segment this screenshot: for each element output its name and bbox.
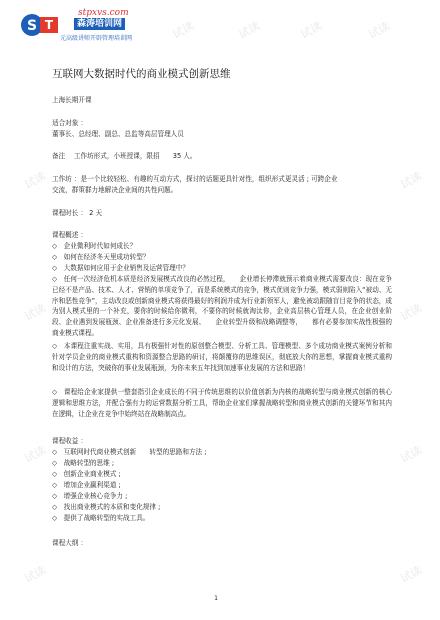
page-number: 1 [214, 594, 219, 602]
benefit-item: ◇ 互联网时代商业模式创新 转型的思路和方法 ; [52, 448, 207, 456]
watermark: 试读 [22, 443, 48, 466]
benefit-item: ◇ 增加企业赢利渠道 ; [52, 481, 121, 489]
overview-paragraph: ◇ 课程给企业家提供一整套指引企业成长的不同于传统思维的以价值创新为内核的战略转型与商业模式创新的核心逻辑和思维方法，并配合强有力的运营数据分析工具，帮助企业家们掌握战略转型和商业模式创新的关键环节和其内在逻辑，让企业在竞争中始终站在战略制高点。 [52, 388, 392, 418]
watermark: 试读 [22, 563, 48, 586]
watermark: 试读 [398, 169, 424, 192]
course-location: 上海长期开课 [52, 96, 92, 104]
notes-text: 备注 工作坊形式，小班授课，限招 35 人。 [52, 152, 197, 160]
document-title: 互联网大数据时代的商业模式创新思维 [52, 68, 231, 80]
watermark: 试读 [366, 19, 392, 42]
benefit-item: ◇ 创新企业商业模式 ; [52, 470, 121, 478]
watermark: 试读 [398, 301, 424, 324]
benefit-item: ◇ 战略转型的思维 ; [52, 459, 115, 467]
outline-label: 课程大纲 ： [52, 539, 88, 547]
overview-paragraph: ◇ 本课程注重实战、实用，具有极强针对性的原创整合模型、分析工具、管理模型、多个成功商业模式案例分析和针对学员企业的商业模式重构和资源整合思路的研讨，将颠覆你的思维误区，彻底放大你的思想，掌握商业模式重构和设计的方法，突破你的事业发展瓶颈，为你未来五年找到加速事业发展的方法和思路！ [52, 342, 392, 372]
watermark: 试读 [398, 563, 424, 586]
course-duration: 课程时长 ： 2 天 [52, 209, 103, 217]
watermark: 试读 [170, 19, 196, 42]
watermark: 试读 [22, 301, 48, 324]
site-logo[interactable] [20, 6, 160, 40]
logo-subtitle: 元高级讲师开辟管理培训网 [60, 35, 133, 42]
watermark: 试读 [236, 19, 262, 42]
benefits-label: 课程收益 ： [52, 437, 88, 445]
benefit-item: ◇ 增强企业核心竞争力 ; [52, 492, 128, 500]
benefit-item: ◇ 找出商业模式的本质和变化规律 ; [52, 503, 161, 511]
overview-question: ◇ 如何在经济冬天里成功转型？ [52, 253, 150, 261]
audience-label: 适合对象 ： [52, 119, 88, 127]
svg-text:S: S [26, 18, 38, 34]
logo-url: stpxvs.com [78, 8, 129, 18]
audience-text: 董事长、总经理、副总、总监等高层管理人员 [52, 130, 184, 138]
overview-label: 课程概述 ： [52, 231, 88, 239]
svg-text:T: T [44, 18, 54, 32]
logo-mark-icon [20, 12, 60, 38]
watermark: 试读 [398, 443, 424, 466]
watermark: 试读 [22, 169, 48, 192]
watermark: 试读 [298, 19, 324, 42]
overview-question: ◇ 大数据如何应用于企业销售及运营管理中？ [52, 264, 189, 272]
overview-question: ◇ 企业微利时代如何成长？ [52, 242, 137, 250]
method-text-2: 交流，群策群力地解决企业间的共性问题。 [52, 186, 178, 194]
logo-name: 森涛培训网 [74, 18, 125, 30]
method-text-1: 工作坊 ：是一个比较轻松、有趣的互动方式，探讨的话题更具针对性，组织形式更灵活 ; 可跨企业 [52, 175, 338, 183]
overview-paragraph: ◇ 任何一次经济危机本质是经济发展模式改良的必然过程， 企业增长停滞就预示着商业模式需要改良：现在竞争已经不是产品、技术、人才、营销的单项竞争了，而是系统模式的竞争，模式优则竞争力强，模式弱则陷入“被动、无序和恶性竞争”，主动改良或创新商业模式将获得最好的利润并成为行业新领军人，避免被动跟随盲目竞争的状态，成为别人模式里的一个补充，要你的时候给你微利，不要你的时候就淘汰你，企业高层核心管理人员，在企业创业阶段、企业遇到发展瓶颈、企业准备进行多元化发展、 企业转型升级和战略调整等， 都有必要参加实战性极强的商业模式课程。 [52, 275, 392, 337]
benefit-item: ◇ 提供了战略转型的实战工具。 [52, 514, 150, 522]
